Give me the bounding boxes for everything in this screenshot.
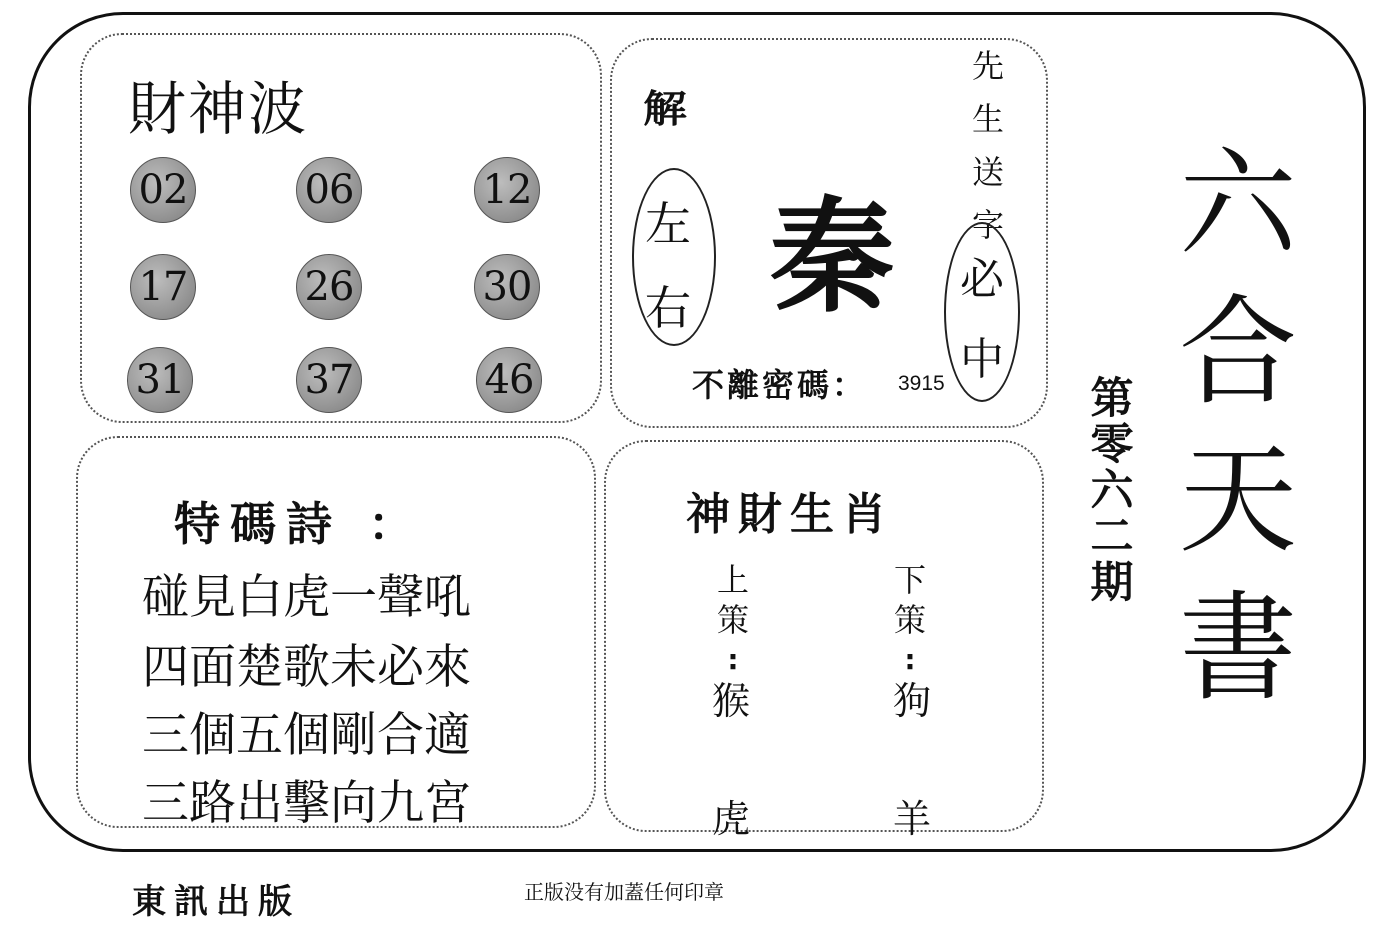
upper-animal: 虎 bbox=[711, 797, 750, 841]
number-ball: 26 bbox=[296, 254, 362, 320]
buli-code-label: 不離密碼： bbox=[692, 366, 868, 404]
number-ball: 17 bbox=[130, 254, 196, 320]
vertical-char: 生 bbox=[971, 100, 1004, 138]
poem-title: 特碼詩 ： bbox=[174, 497, 425, 551]
strategy-colon: : bbox=[727, 643, 739, 676]
authenticity-notice: 正版没有加蓋任何印章 bbox=[524, 880, 724, 904]
period-char: 第 bbox=[1090, 374, 1134, 424]
publisher: 東訊出版 bbox=[132, 882, 300, 922]
period-char: 期 bbox=[1090, 558, 1134, 608]
main-title bbox=[1168, 130, 1308, 722]
vertical-char: 先 bbox=[971, 47, 1004, 85]
number-ball: 30 bbox=[474, 254, 540, 320]
vertical-char: 中 bbox=[960, 334, 1004, 385]
number-ball: 06 bbox=[296, 157, 362, 223]
bizhong-vertical bbox=[954, 240, 1010, 400]
number-ball: 46 bbox=[476, 347, 542, 413]
strategy-label-char: 上 bbox=[716, 561, 749, 599]
left-char: 左 bbox=[645, 197, 691, 251]
period-char: 六 bbox=[1090, 466, 1134, 516]
poem-line: 三路出擊向九宮 bbox=[142, 776, 471, 831]
title-char: 天 bbox=[1178, 431, 1297, 569]
upper-strategy bbox=[713, 560, 753, 676]
vertical-char: 字 bbox=[971, 206, 1004, 244]
strategy-colon: : bbox=[904, 643, 916, 676]
number-ball: 12 bbox=[474, 157, 540, 223]
jie-label: 解 bbox=[643, 87, 687, 131]
poem-line: 三個五個剛合適 bbox=[142, 708, 471, 763]
issue-period bbox=[1084, 376, 1140, 606]
title-char: 合 bbox=[1178, 283, 1297, 421]
poem-line: 四面楚歌未必來 bbox=[142, 640, 471, 695]
shencai-title: 神財生肖 bbox=[686, 489, 894, 540]
poem-line: 碰見白虎一聲吼 bbox=[142, 570, 471, 625]
vertical-char: 送 bbox=[971, 153, 1004, 191]
title-char: 書 bbox=[1178, 579, 1297, 717]
strategy-label-char: 策 bbox=[893, 601, 926, 639]
right-char: 右 bbox=[645, 281, 691, 335]
gift-word-vertical bbox=[968, 40, 1008, 252]
strategy-label-char: 下 bbox=[893, 561, 926, 599]
number-ball: 37 bbox=[296, 347, 362, 413]
period-char: 二 bbox=[1090, 512, 1134, 562]
lower-animal: 羊 bbox=[892, 797, 931, 841]
main-riddle-char: 秦 bbox=[770, 186, 895, 330]
title-char: 六 bbox=[1178, 135, 1297, 273]
caishen-title: 財神波 bbox=[128, 75, 309, 143]
lower-strategy bbox=[890, 560, 930, 676]
number-ball: 02 bbox=[130, 157, 196, 223]
vertical-char: 必 bbox=[960, 254, 1004, 305]
buli-code-number: 3915 bbox=[898, 372, 945, 395]
lower-animal: 狗 bbox=[892, 679, 931, 723]
strategy-label-char: 策 bbox=[716, 601, 749, 639]
upper-animal: 猴 bbox=[711, 679, 750, 723]
period-char: 零 bbox=[1090, 420, 1134, 470]
number-ball: 31 bbox=[127, 347, 193, 413]
